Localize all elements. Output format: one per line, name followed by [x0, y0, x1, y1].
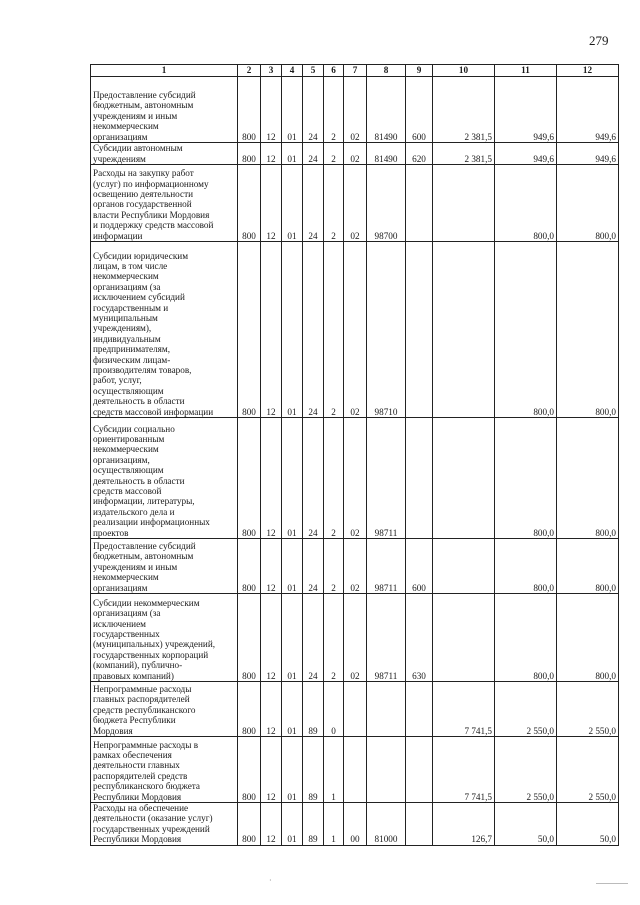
cell-col-4: 01 — [282, 594, 303, 682]
cell-col-4: 01 — [282, 242, 303, 418]
cell-col-12: 800,0 — [557, 418, 619, 539]
cell-col-3: 12 — [261, 594, 282, 682]
column-header-2: 2 — [238, 65, 261, 77]
cell-col-8: 98710 — [367, 242, 406, 418]
cell-col-10 — [433, 594, 495, 682]
cell-col-2: 800 — [238, 803, 261, 846]
cell-col-2: 800 — [238, 242, 261, 418]
cell-col-12: 949,6 — [557, 77, 619, 143]
cell-col-8 — [367, 737, 406, 803]
row-name-cell: Непрограммные расходы в рамках обеспечения деятельности главных распорядителей средств республиканского бюджета Республики Мордовия — [91, 737, 238, 803]
cell-col-8: 98711 — [367, 418, 406, 539]
cell-col-10: 2 381,5 — [433, 77, 495, 143]
cell-col-10 — [433, 539, 495, 594]
cell-col-5: 89 — [303, 682, 324, 737]
cell-col-2: 800 — [238, 682, 261, 737]
cell-col-2: 800 — [238, 539, 261, 594]
cell-col-4: 01 — [282, 682, 303, 737]
row-name-cell: Расходы на обеспечение деятельности (оказание услуг) государственных учреждений Республики Мордовия — [91, 803, 238, 846]
row-name-cell: Непрограммные расходы главных распорядителей средств республиканского бюджета Республики Мордовия — [91, 682, 238, 737]
cell-col-8 — [367, 682, 406, 737]
cell-col-10: 2 381,5 — [433, 143, 495, 165]
cell-col-4: 01 — [282, 803, 303, 846]
cell-col-4: 01 — [282, 77, 303, 143]
cell-col-7: 02 — [344, 418, 367, 539]
cell-col-3: 12 — [261, 143, 282, 165]
cell-col-7: 00 — [344, 803, 367, 846]
cell-col-11: 949,6 — [495, 77, 557, 143]
cell-col-8: 81000 — [367, 803, 406, 846]
column-header-6: 6 — [324, 65, 344, 77]
cell-col-11: 50,0 — [495, 803, 557, 846]
cell-col-9 — [406, 803, 433, 846]
cell-col-2: 800 — [238, 165, 261, 242]
cell-col-10: 126,7 — [433, 803, 495, 846]
cell-col-10 — [433, 242, 495, 418]
cell-col-9 — [406, 682, 433, 737]
cell-col-4: 01 — [282, 418, 303, 539]
cell-col-3: 12 — [261, 737, 282, 803]
cell-col-3: 12 — [261, 418, 282, 539]
cell-col-9 — [406, 737, 433, 803]
row-name-cell: Субсидии социально ориентированным некоммерческим организациям, осуществляющим деятельность в области средств массовой информации, литературы, издательского дела и реализации информационных проектов — [91, 418, 238, 539]
cell-col-8: 98700 — [367, 165, 406, 242]
table-header-row — [91, 65, 619, 77]
table-row — [91, 242, 619, 418]
cell-col-11: 2 550,0 — [495, 682, 557, 737]
cell-col-12: 2 550,0 — [557, 737, 619, 803]
cell-col-5: 24 — [303, 539, 324, 594]
cell-col-4: 01 — [282, 143, 303, 165]
cell-col-9: 600 — [406, 77, 433, 143]
page-number: 279 — [589, 33, 609, 48]
row-name-cell: Субсидии автономным учреждениям — [91, 143, 238, 165]
cell-col-8: 98711 — [367, 539, 406, 594]
table-row — [91, 682, 619, 737]
cell-col-5: 24 — [303, 165, 324, 242]
cell-col-2: 800 — [238, 77, 261, 143]
cell-col-7: 02 — [344, 594, 367, 682]
cell-col-2: 800 — [238, 594, 261, 682]
table-row — [91, 594, 619, 682]
cell-col-12: 800,0 — [557, 242, 619, 418]
cell-col-5: 24 — [303, 242, 324, 418]
cell-col-4: 01 — [282, 737, 303, 803]
cell-col-3: 12 — [261, 682, 282, 737]
cell-col-6: 2 — [324, 539, 344, 594]
cell-col-11: 800,0 — [495, 594, 557, 682]
cell-col-9 — [406, 242, 433, 418]
cell-col-9: 630 — [406, 594, 433, 682]
cell-col-6: 2 — [324, 242, 344, 418]
cell-col-3: 12 — [261, 165, 282, 242]
cell-col-3: 12 — [261, 539, 282, 594]
cell-col-5: 24 — [303, 594, 324, 682]
cell-col-10 — [433, 165, 495, 242]
cell-col-8: 81490 — [367, 143, 406, 165]
cell-col-11: 2 550,0 — [495, 737, 557, 803]
column-header-10: 10 — [433, 65, 495, 77]
cell-col-7 — [344, 682, 367, 737]
cell-col-5: 24 — [303, 143, 324, 165]
row-name-cell: Предоставление субсидий бюджетным, автономным учреждениям и иным некоммерческим организациям — [91, 539, 238, 594]
table-row — [91, 165, 619, 242]
column-header-9: 9 — [406, 65, 433, 77]
cell-col-7 — [344, 737, 367, 803]
cell-col-9 — [406, 418, 433, 539]
cell-col-12: 800,0 — [557, 594, 619, 682]
cell-col-6: 2 — [324, 143, 344, 165]
row-name-cell: Субсидии некоммерческим организациям (за исключением государственных (муниципальных) учреждений, государственных корпораций (компаний), публично- правовых компаний) — [91, 594, 238, 682]
cell-col-2: 800 — [238, 737, 261, 803]
cell-col-12: 2 550,0 — [557, 682, 619, 737]
cell-col-11: 800,0 — [495, 539, 557, 594]
cell-col-10: 7 741,5 — [433, 682, 495, 737]
cell-col-8: 98711 — [367, 594, 406, 682]
cell-col-12: 800,0 — [557, 539, 619, 594]
scan-mark: · — [269, 876, 272, 885]
column-header-11: 11 — [495, 65, 557, 77]
cell-col-9 — [406, 165, 433, 242]
cell-col-5: 24 — [303, 418, 324, 539]
cell-col-12: 50,0 — [557, 803, 619, 846]
cell-col-6: 2 — [324, 418, 344, 539]
cell-col-5: 89 — [303, 803, 324, 846]
cell-col-9: 600 — [406, 539, 433, 594]
table-row — [91, 539, 619, 594]
cell-col-5: 89 — [303, 737, 324, 803]
cell-col-6: 0 — [324, 682, 344, 737]
column-header-3: 3 — [261, 65, 282, 77]
cell-col-9: 620 — [406, 143, 433, 165]
cell-col-11: 800,0 — [495, 418, 557, 539]
cell-col-3: 12 — [261, 77, 282, 143]
column-header-7: 7 — [344, 65, 367, 77]
column-header-5: 5 — [303, 65, 324, 77]
column-header-1: 1 — [91, 65, 238, 77]
cell-col-3: 12 — [261, 242, 282, 418]
cell-col-7: 02 — [344, 77, 367, 143]
table-row — [91, 77, 619, 143]
cell-col-12: 800,0 — [557, 165, 619, 242]
cell-col-6: 2 — [324, 165, 344, 242]
column-header-12: 12 — [557, 65, 619, 77]
cell-col-2: 800 — [238, 418, 261, 539]
cell-col-7: 02 — [344, 165, 367, 242]
cell-col-8: 81490 — [367, 77, 406, 143]
cell-col-6: 1 — [324, 737, 344, 803]
column-header-4: 4 — [282, 65, 303, 77]
budget-table — [90, 64, 619, 846]
cell-col-6: 2 — [324, 77, 344, 143]
column-header-8: 8 — [367, 65, 406, 77]
cell-col-3: 12 — [261, 803, 282, 846]
cell-col-11: 800,0 — [495, 242, 557, 418]
cell-col-4: 01 — [282, 165, 303, 242]
cell-col-6: 1 — [324, 803, 344, 846]
cell-col-5: 24 — [303, 77, 324, 143]
cell-col-11: 800,0 — [495, 165, 557, 242]
cell-col-7: 02 — [344, 143, 367, 165]
cell-col-7: 02 — [344, 242, 367, 418]
table-row — [91, 418, 619, 539]
cell-col-10 — [433, 418, 495, 539]
table-row — [91, 803, 619, 846]
cell-col-6: 2 — [324, 594, 344, 682]
cell-col-11: 949,6 — [495, 143, 557, 165]
row-name-cell: Расходы на закупку работ (услуг) по информационному освещению деятельности органов государственной власти Республики Мордовия и поддержку средств массовой информации — [91, 165, 238, 242]
cell-col-7: 02 — [344, 539, 367, 594]
row-name-cell: Субсидии юридическим лицам, в том числе некоммерческим организациям (за исключением субсидий государственным и муниципальным учреждениям), индивидуальным предпринимателям, физическим лицам- производителям товаров, работ, услуг, осуществляющим деятельность в области средств массовой информации — [91, 242, 238, 418]
table-row — [91, 143, 619, 165]
cell-col-2: 800 — [238, 143, 261, 165]
cell-col-10: 7 741,5 — [433, 737, 495, 803]
table-row — [91, 737, 619, 803]
cell-col-4: 01 — [282, 539, 303, 594]
cell-col-12: 949,6 — [557, 143, 619, 165]
scan-corner-line — [596, 883, 628, 884]
row-name-cell: Предоставление субсидий бюджетным, автономным учреждениям и иным некоммерческим организациям — [91, 77, 238, 143]
